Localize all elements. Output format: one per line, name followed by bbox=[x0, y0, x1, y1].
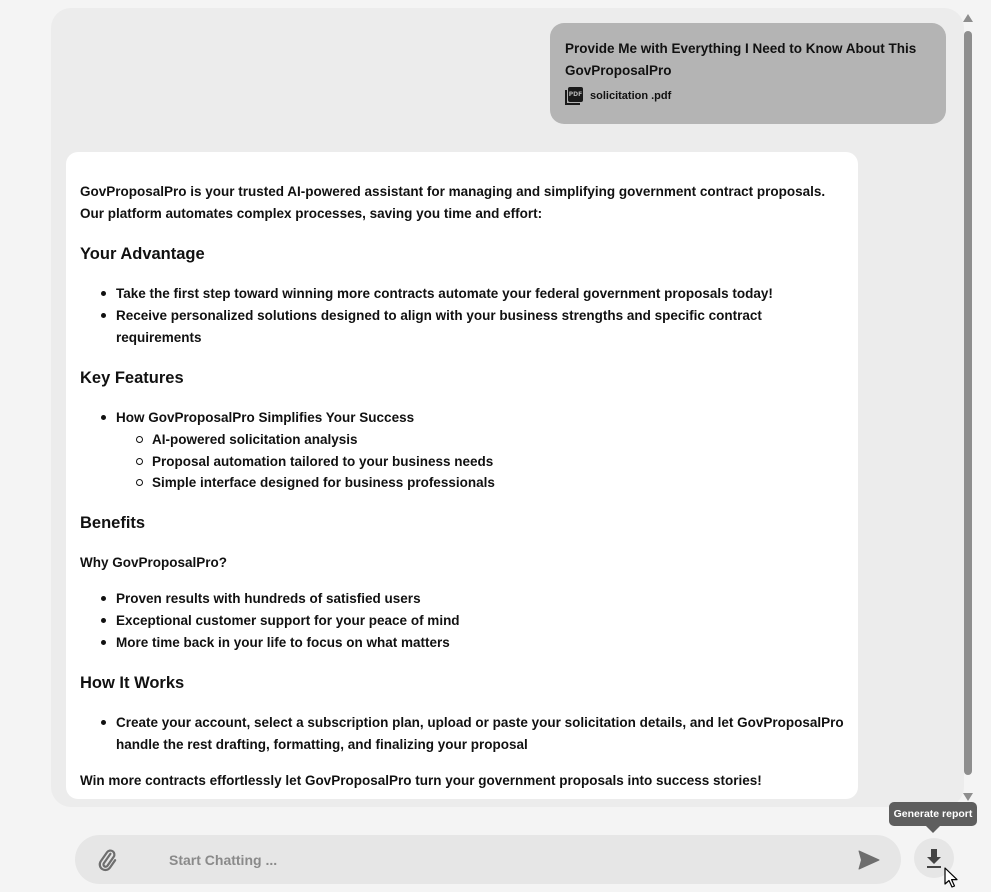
sublist-item: Proposal automation tailored to your business needs bbox=[116, 451, 844, 473]
user-message-bubble bbox=[550, 23, 946, 124]
attachment-chip[interactable] bbox=[565, 87, 931, 105]
heading-your-advantage: Your Advantage bbox=[80, 245, 205, 263]
paperclip-icon[interactable] bbox=[95, 848, 119, 872]
scroll-thumb[interactable] bbox=[964, 31, 972, 775]
chat-input[interactable] bbox=[169, 847, 829, 872]
send-icon[interactable] bbox=[858, 850, 880, 870]
list-item: Create your account, select a subscription plan, upload or paste your solicitation details, and let GovProposalPro handle the rest drafting, formatting, and finalizing your proposal bbox=[80, 712, 844, 756]
pdf-icon: PDF bbox=[565, 87, 583, 105]
generate-report-tooltip: Generate report bbox=[889, 802, 977, 826]
scroll-down-arrow-icon[interactable] bbox=[963, 793, 973, 801]
benefits-list bbox=[80, 588, 844, 654]
heading-how-it-works: How It Works bbox=[80, 673, 185, 692]
user-message-text: Provide Me with Everything I Need to Know About This GovProposalPro bbox=[565, 41, 917, 78]
sublist-item: AI-powered solicitation analysis bbox=[116, 429, 844, 451]
mouse-cursor-icon bbox=[944, 867, 960, 889]
features-list bbox=[80, 407, 844, 494]
chat-composer bbox=[75, 835, 901, 884]
list-item bbox=[80, 407, 844, 494]
list-item: Take the first step toward winning more contracts automate your federal government proposals today! bbox=[80, 283, 844, 305]
attachment-filename: solicitation .pdf bbox=[590, 90, 672, 102]
sublist-item: Simple interface designed for business professionals bbox=[116, 472, 844, 494]
how-it-works-list bbox=[80, 712, 844, 756]
response-closing: Win more contracts effortlessly let GovProposalPro turn your government proposals into success stories! bbox=[80, 772, 762, 788]
heading-key-features: Key Features bbox=[80, 369, 184, 387]
chat-scrollbar[interactable] bbox=[961, 8, 975, 807]
list-item: More time back in your life to focus on what matters bbox=[80, 632, 844, 654]
advantage-list bbox=[80, 283, 844, 349]
features-sublist bbox=[116, 429, 844, 494]
assistant-response-card bbox=[66, 152, 858, 799]
scroll-up-arrow-icon[interactable] bbox=[963, 14, 973, 22]
response-intro: GovProposalPro is your trusted AI-powered assistant for managing and simplifying government contract proposals. Our platform automates complex processes, saving you time and effort: bbox=[80, 184, 826, 221]
list-item: Proven results with hundreds of satisfied users bbox=[80, 588, 844, 610]
heading-benefits: Benefits bbox=[80, 513, 146, 532]
list-item-text: How GovProposalPro Simplifies Your Success bbox=[116, 410, 415, 425]
list-item: Receive personalized solutions designed to align with your business strengths and specific contract requirements bbox=[80, 305, 844, 349]
benefits-subheading: Why GovProposalPro? bbox=[80, 554, 228, 570]
list-item: Exceptional customer support for your peace of mind bbox=[80, 610, 844, 632]
